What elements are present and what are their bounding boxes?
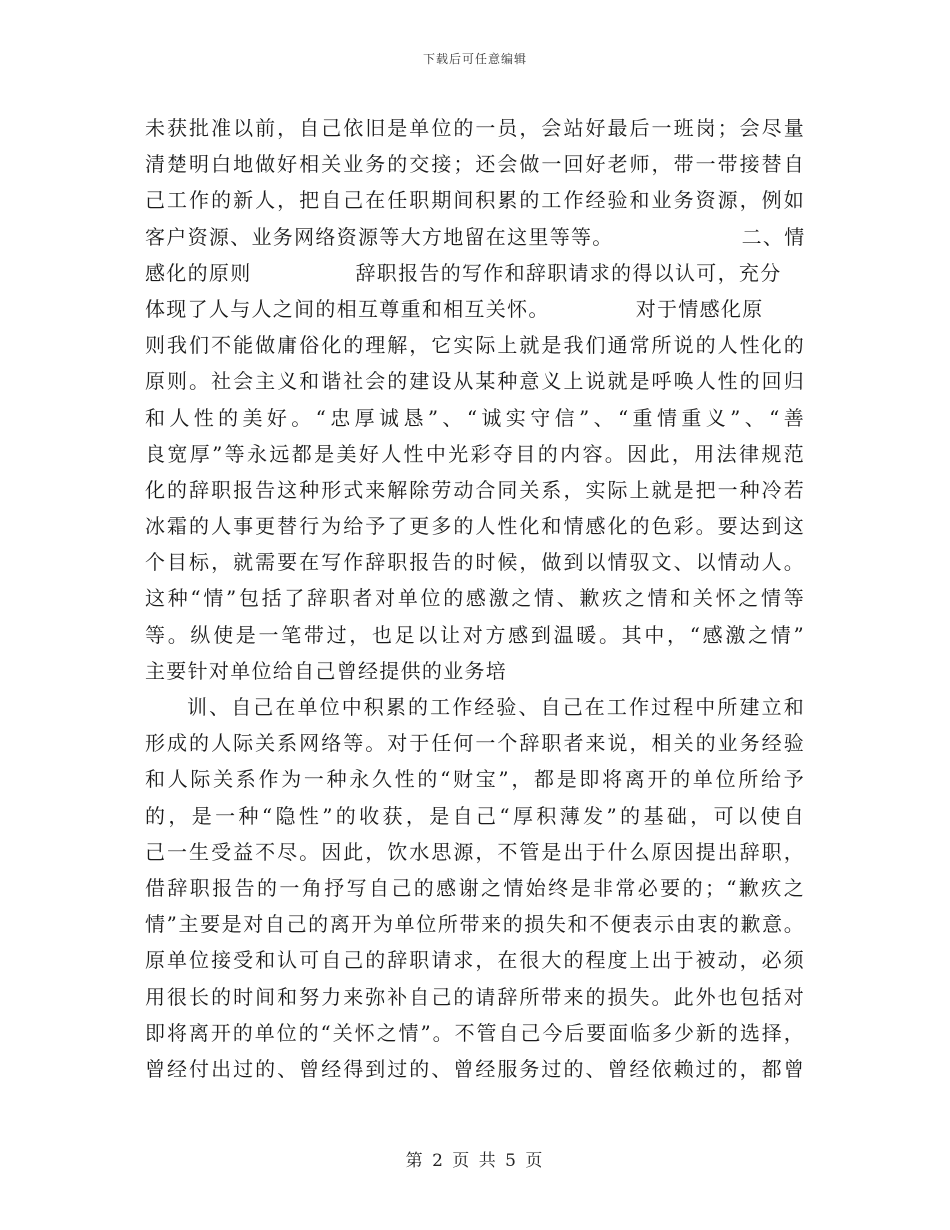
text-line: 则我们不能做庸俗化的理解，它实际上就是我们通常所说的人性化的 [145,333,805,358]
text-line [145,219,805,255]
document-body [145,110,805,1087]
text-line: 冰霜的人事更替行为给予了更多的人性化和情感化的色彩。要达到这 [145,514,805,539]
text-line: 训、自己在单位中积累的工作经验、自己在工作过程中所建立和 [187,695,805,719]
text-line: 和人际关系作为一种永久性的“财宝”，都是即将离开的单位所给予 [145,767,805,792]
text-line: 己一生受益不尽。因此，饮水思源，不管是出于什么原因提出辞职， [145,839,805,864]
text-line: 和人性的美好。“忠厚诚恳”、“诚实守信”、“重情重义”、“善 [145,405,805,430]
text-line: 用很长的时间和努力来弥补自己的请辞所带来的损失。此外也包括对 [145,984,805,1009]
text-segment: 感化的原则 [145,260,252,285]
text-line: 等。纵使是一笔带过，也足以让对方感到温暖。其中，“感激之情” [145,622,805,647]
text-line [145,255,805,291]
text-line: 这种“情”包括了辞职者对单位的感激之情、歉疚之情和关怀之情等 [145,586,805,611]
text-line: 即将离开的单位的“关怀之情”。不管自己今后要面临多少新的选择， [145,1020,805,1045]
text-line: 曾经付出过的、曾经得到过的、曾经服务过的、曾经依赖过的，都曾 [145,1056,805,1081]
text-line: 己工作的新人，把自己在任职期间积累的工作经验和业务资源，例如 [145,188,805,213]
text-segment: 辞职报告的写作和辞职请求的得以认可，充分 [355,260,782,285]
text-segment: 对于情感化原 [635,296,764,321]
text-line: 化的辞职报告这种形式来解除劳动合同关系，实际上就是把一种冷若 [145,477,805,502]
text-segment: 体现了人与人之间的相互尊重和相互关怀。 [145,296,550,321]
text-line: 形成的人际关系网络等。对于任何一个辞职者来说，相关的业务经验 [145,731,805,756]
text-line: 清楚明白地做好相关业务的交接；还会做一回好老师，带一带接替自 [145,152,805,177]
text-line: 原单位接受和认可自己的辞职请求，在很大的程度上出于被动，必须 [145,948,805,973]
text-line: 个目标，就需要在写作辞职报告的时候，做到以情驭文、以情动人。 [145,550,805,575]
page-footer: 第 2 页 共 5 页 [405,1151,545,1171]
text-line: 良宽厚”等永远都是美好人性中光彩夺目的内容。因此，用法律规范 [145,441,805,466]
text-line: 的，是一种“隐性”的收获，是自己“厚积薄发”的基础，可以使自 [145,803,805,828]
text-segment: 客户资源、业务网络资源等大方地留在这里等等。 [145,224,614,249]
text-line: 情”主要是对自己的离开为单位所带来的损失和不便表示由衷的歉意。 [145,912,805,937]
page-header: 下载后可任意编辑 [422,52,527,66]
text-line: 借辞职报告的一角抒写自己的感谢之情始终是非常必要的；“歉疚之 [145,875,805,900]
text-line: 未获批准以前，自己依旧是单位的一员，会站好最后一班岗；会尽量 [145,116,805,140]
text-segment: 二、情 [741,224,806,249]
text-line [145,291,805,327]
text-line: 原则。社会主义和谐社会的建设从某种意义上说就是呼唤人性的回归 [145,369,805,394]
text-line: 主要针对单位给自己曾经提供的业务培 [145,658,508,683]
